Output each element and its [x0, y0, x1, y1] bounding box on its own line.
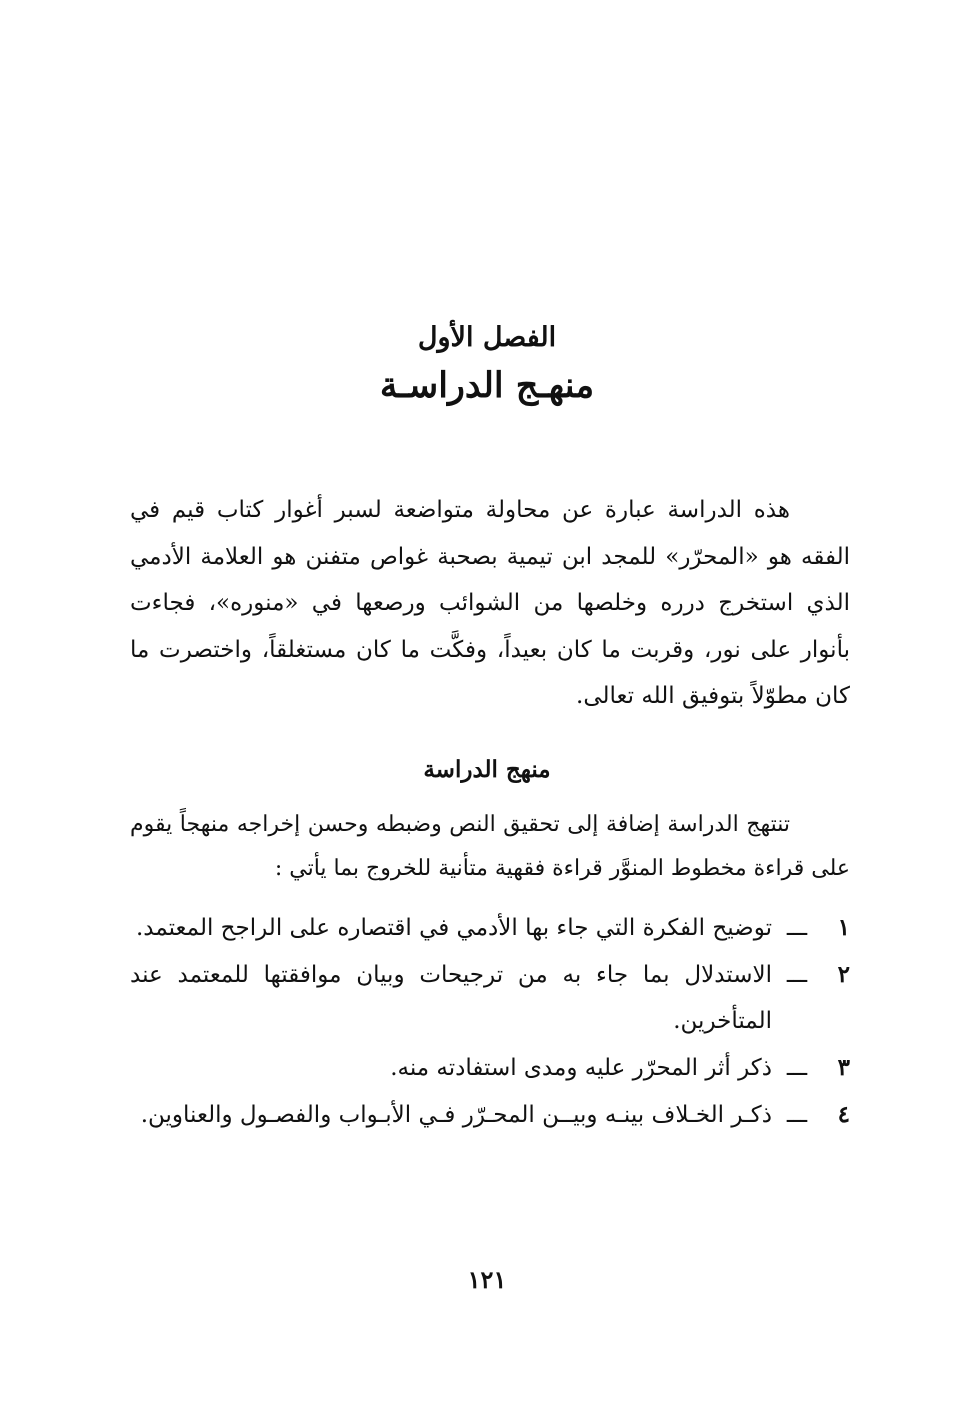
step-text: ذكر أثر المحرّر عليه ومدى استفادته منه. [390, 1055, 772, 1081]
chapter-title: منهـج الدراسـة [379, 365, 595, 406]
page-number: ١٢١ [467, 1265, 507, 1294]
list-item [130, 905, 850, 951]
method-steps-list [130, 905, 850, 1139]
chapter-label: الفصل الأول [417, 322, 557, 353]
step-text: ذكـر الخـلاف بينـه وبيــن المحـرّر فـي الأبـواب والفصـول والعناوين. [140, 1102, 772, 1128]
step-number: ٣ [837, 1054, 850, 1081]
step-number: ١ [837, 914, 850, 941]
step-dash: ـــ [786, 1055, 808, 1081]
method-intro-paragraph: تنتهج الدراسة إضافة إلى تحقيق النص وضبطه وحسن إخراجه منهجاً يقوم على قراءة مخطوط المنوَّر قراءة فقهية متأنية للخروج بما يأتي : [130, 812, 850, 881]
step-dash: ـــ [786, 962, 808, 988]
step-dash: ـــ [786, 1102, 808, 1128]
section-heading: منهج الدراسة [423, 756, 551, 783]
list-item [130, 1092, 850, 1138]
step-dash: ـــ [786, 915, 808, 941]
step-number: ٢ [837, 961, 850, 988]
step-number: ٤ [837, 1101, 850, 1128]
intro-paragraph: هذه الدراسة عبارة عن محاولة متواضعة لسبر أغوار كتاب قيم في الفقه هو «المحرّر» للمجد ابن تيمية بصحبة غواص متفنن هو العلامة الأدمي الذي استخرج درره وخلصها من الشوائب ورصعها في «منوره»، فجاءت بأنوار على نور، وقربت ما كان بعيداً، وفكَّت ما كان مستغلقاً، واختصرت ما كان مطوّلاً بتوفيق الله تعالى. [130, 497, 850, 709]
step-text: الاستدلال بما جاء به من ترجيحات وبيان موافقتها للمعتمد عند المتأخرين. [130, 962, 772, 1034]
step-text: توضيح الفكرة التي جاء بها الأدمي في اقتصاره على الراجح المعتمد. [135, 915, 772, 941]
list-item [130, 952, 850, 1044]
list-item [130, 1045, 850, 1091]
